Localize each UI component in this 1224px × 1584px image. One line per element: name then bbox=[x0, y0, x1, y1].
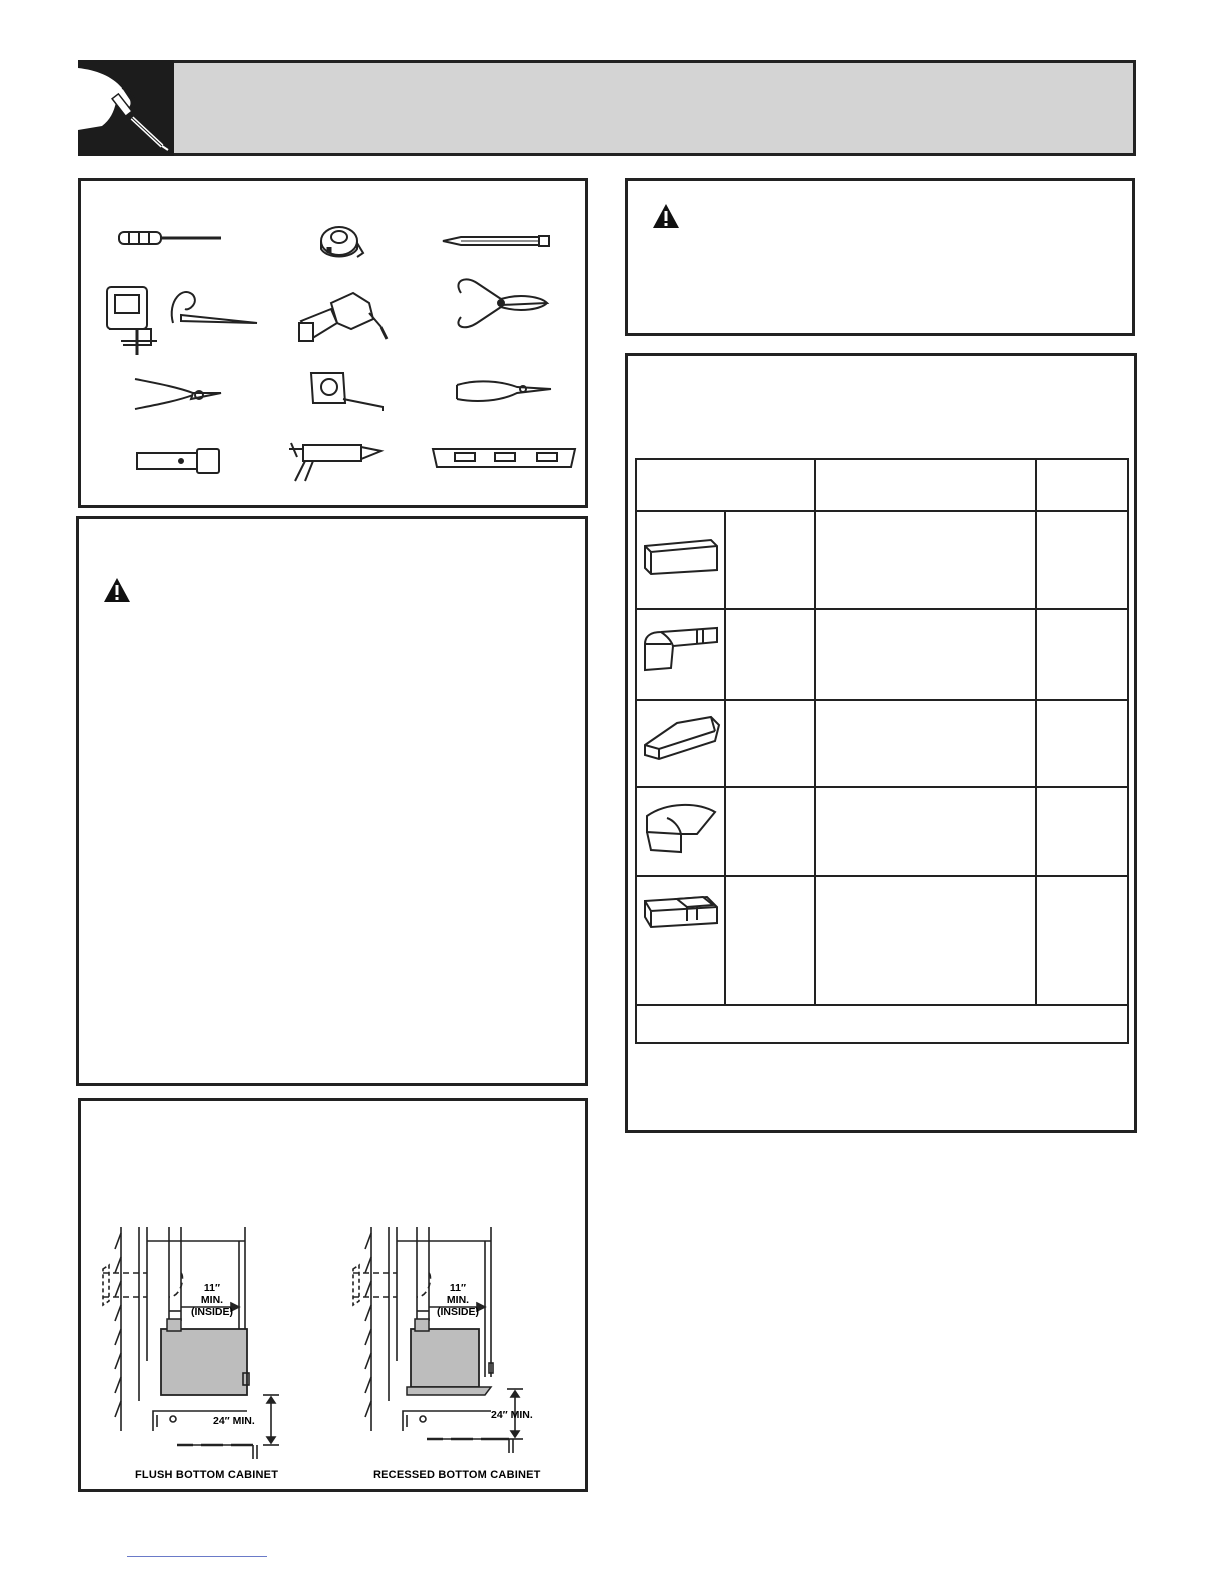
duct-image-cell bbox=[636, 787, 725, 876]
page-header-bar bbox=[78, 60, 1136, 156]
duct-image-cell bbox=[636, 876, 725, 1005]
table-row bbox=[636, 609, 1128, 700]
duct-quantity-cell bbox=[1036, 787, 1128, 876]
dimension-text: 11″ bbox=[203, 1282, 221, 1294]
keyhole-saw-icon bbox=[172, 292, 257, 323]
recessed-dim-24-label: 24″ MIN. bbox=[491, 1409, 533, 1421]
dimension-text: (INSIDE) bbox=[437, 1306, 479, 1318]
straight-duct-icon bbox=[637, 512, 722, 603]
flush-dim-24-label: 24″ MIN. bbox=[213, 1415, 255, 1427]
tools-panel bbox=[78, 178, 588, 508]
screwdriver-icon bbox=[119, 232, 221, 244]
dimension-text: MIN. bbox=[446, 1294, 470, 1306]
wall-cap-icon bbox=[637, 877, 722, 957]
tools-illustration bbox=[81, 181, 585, 505]
duct-name-cell bbox=[725, 787, 815, 876]
duct-quantity-cell bbox=[1036, 700, 1128, 787]
range-hood-shape bbox=[411, 1329, 479, 1387]
caulking-gun-icon bbox=[289, 443, 381, 481]
duct-name-cell bbox=[725, 511, 815, 609]
duct-footer-cell bbox=[636, 1005, 1128, 1043]
duct-description-cell bbox=[815, 787, 1036, 876]
duct-header-cell bbox=[636, 459, 815, 511]
duct-name-cell bbox=[725, 700, 815, 787]
tin-snips-icon bbox=[458, 279, 547, 327]
cabinet-figures-panel bbox=[78, 1098, 588, 1492]
dimension-text: MIN. bbox=[200, 1294, 224, 1306]
table-row bbox=[636, 700, 1128, 787]
duct-image-cell bbox=[636, 511, 725, 609]
duct-table bbox=[635, 458, 1129, 1044]
warning-triangle-icon bbox=[103, 577, 131, 603]
duct-description-cell bbox=[815, 511, 1036, 609]
table-row bbox=[636, 511, 1128, 609]
duct-quantity-cell bbox=[1036, 511, 1128, 609]
tape-measure-icon bbox=[311, 373, 383, 411]
duct-quantity-cell bbox=[1036, 876, 1128, 1005]
header-icon-block bbox=[78, 60, 174, 156]
elbow-duct-icon bbox=[637, 610, 722, 694]
flush-cabinet-caption: FLUSH BOTTOM CABINET bbox=[135, 1469, 279, 1481]
duct-name-cell bbox=[725, 609, 815, 700]
dimension-text: 11″ bbox=[449, 1282, 467, 1294]
recessed-cabinet-caption: RECESSED BOTTOM CABINET bbox=[373, 1469, 541, 1481]
transition-duct-icon bbox=[637, 701, 722, 781]
recessed-bottom-cabinet-diagram bbox=[81, 1101, 585, 1489]
angle-elbow-duct-icon bbox=[637, 788, 722, 870]
duct-image-cell bbox=[636, 609, 725, 700]
duct-tape-icon bbox=[321, 227, 363, 257]
duct-description-cell bbox=[815, 876, 1036, 1005]
pencil-icon bbox=[443, 236, 549, 246]
right-warning-panel bbox=[625, 178, 1135, 336]
hand-screwdriver-icon bbox=[78, 60, 174, 156]
recessed-dim-11-label bbox=[435, 1282, 481, 1318]
duct-header-cell bbox=[815, 459, 1036, 511]
duct-description-cell bbox=[815, 700, 1036, 787]
level-icon bbox=[433, 449, 575, 467]
duct-description-cell bbox=[815, 609, 1036, 700]
page-link-underline[interactable] bbox=[127, 1556, 267, 1557]
table-row bbox=[636, 876, 1128, 1005]
power-drill-icon bbox=[299, 293, 387, 341]
jigsaw-icon bbox=[107, 287, 157, 355]
flashlight-icon bbox=[137, 449, 219, 473]
duct-name-cell bbox=[725, 876, 815, 1005]
wire-cutters-icon bbox=[457, 381, 551, 401]
table-row bbox=[636, 787, 1128, 876]
duct-quantity-cell bbox=[1036, 609, 1128, 700]
dimension-text: (INSIDE) bbox=[191, 1306, 233, 1318]
duct-table-footer-row bbox=[636, 1005, 1128, 1043]
duct-header-cell bbox=[1036, 459, 1128, 511]
left-warning-panel bbox=[76, 516, 588, 1086]
duct-table-header-row bbox=[636, 459, 1128, 511]
duct-image-cell bbox=[636, 700, 725, 787]
pliers-icon bbox=[135, 379, 221, 409]
warning-triangle-icon bbox=[652, 203, 680, 229]
